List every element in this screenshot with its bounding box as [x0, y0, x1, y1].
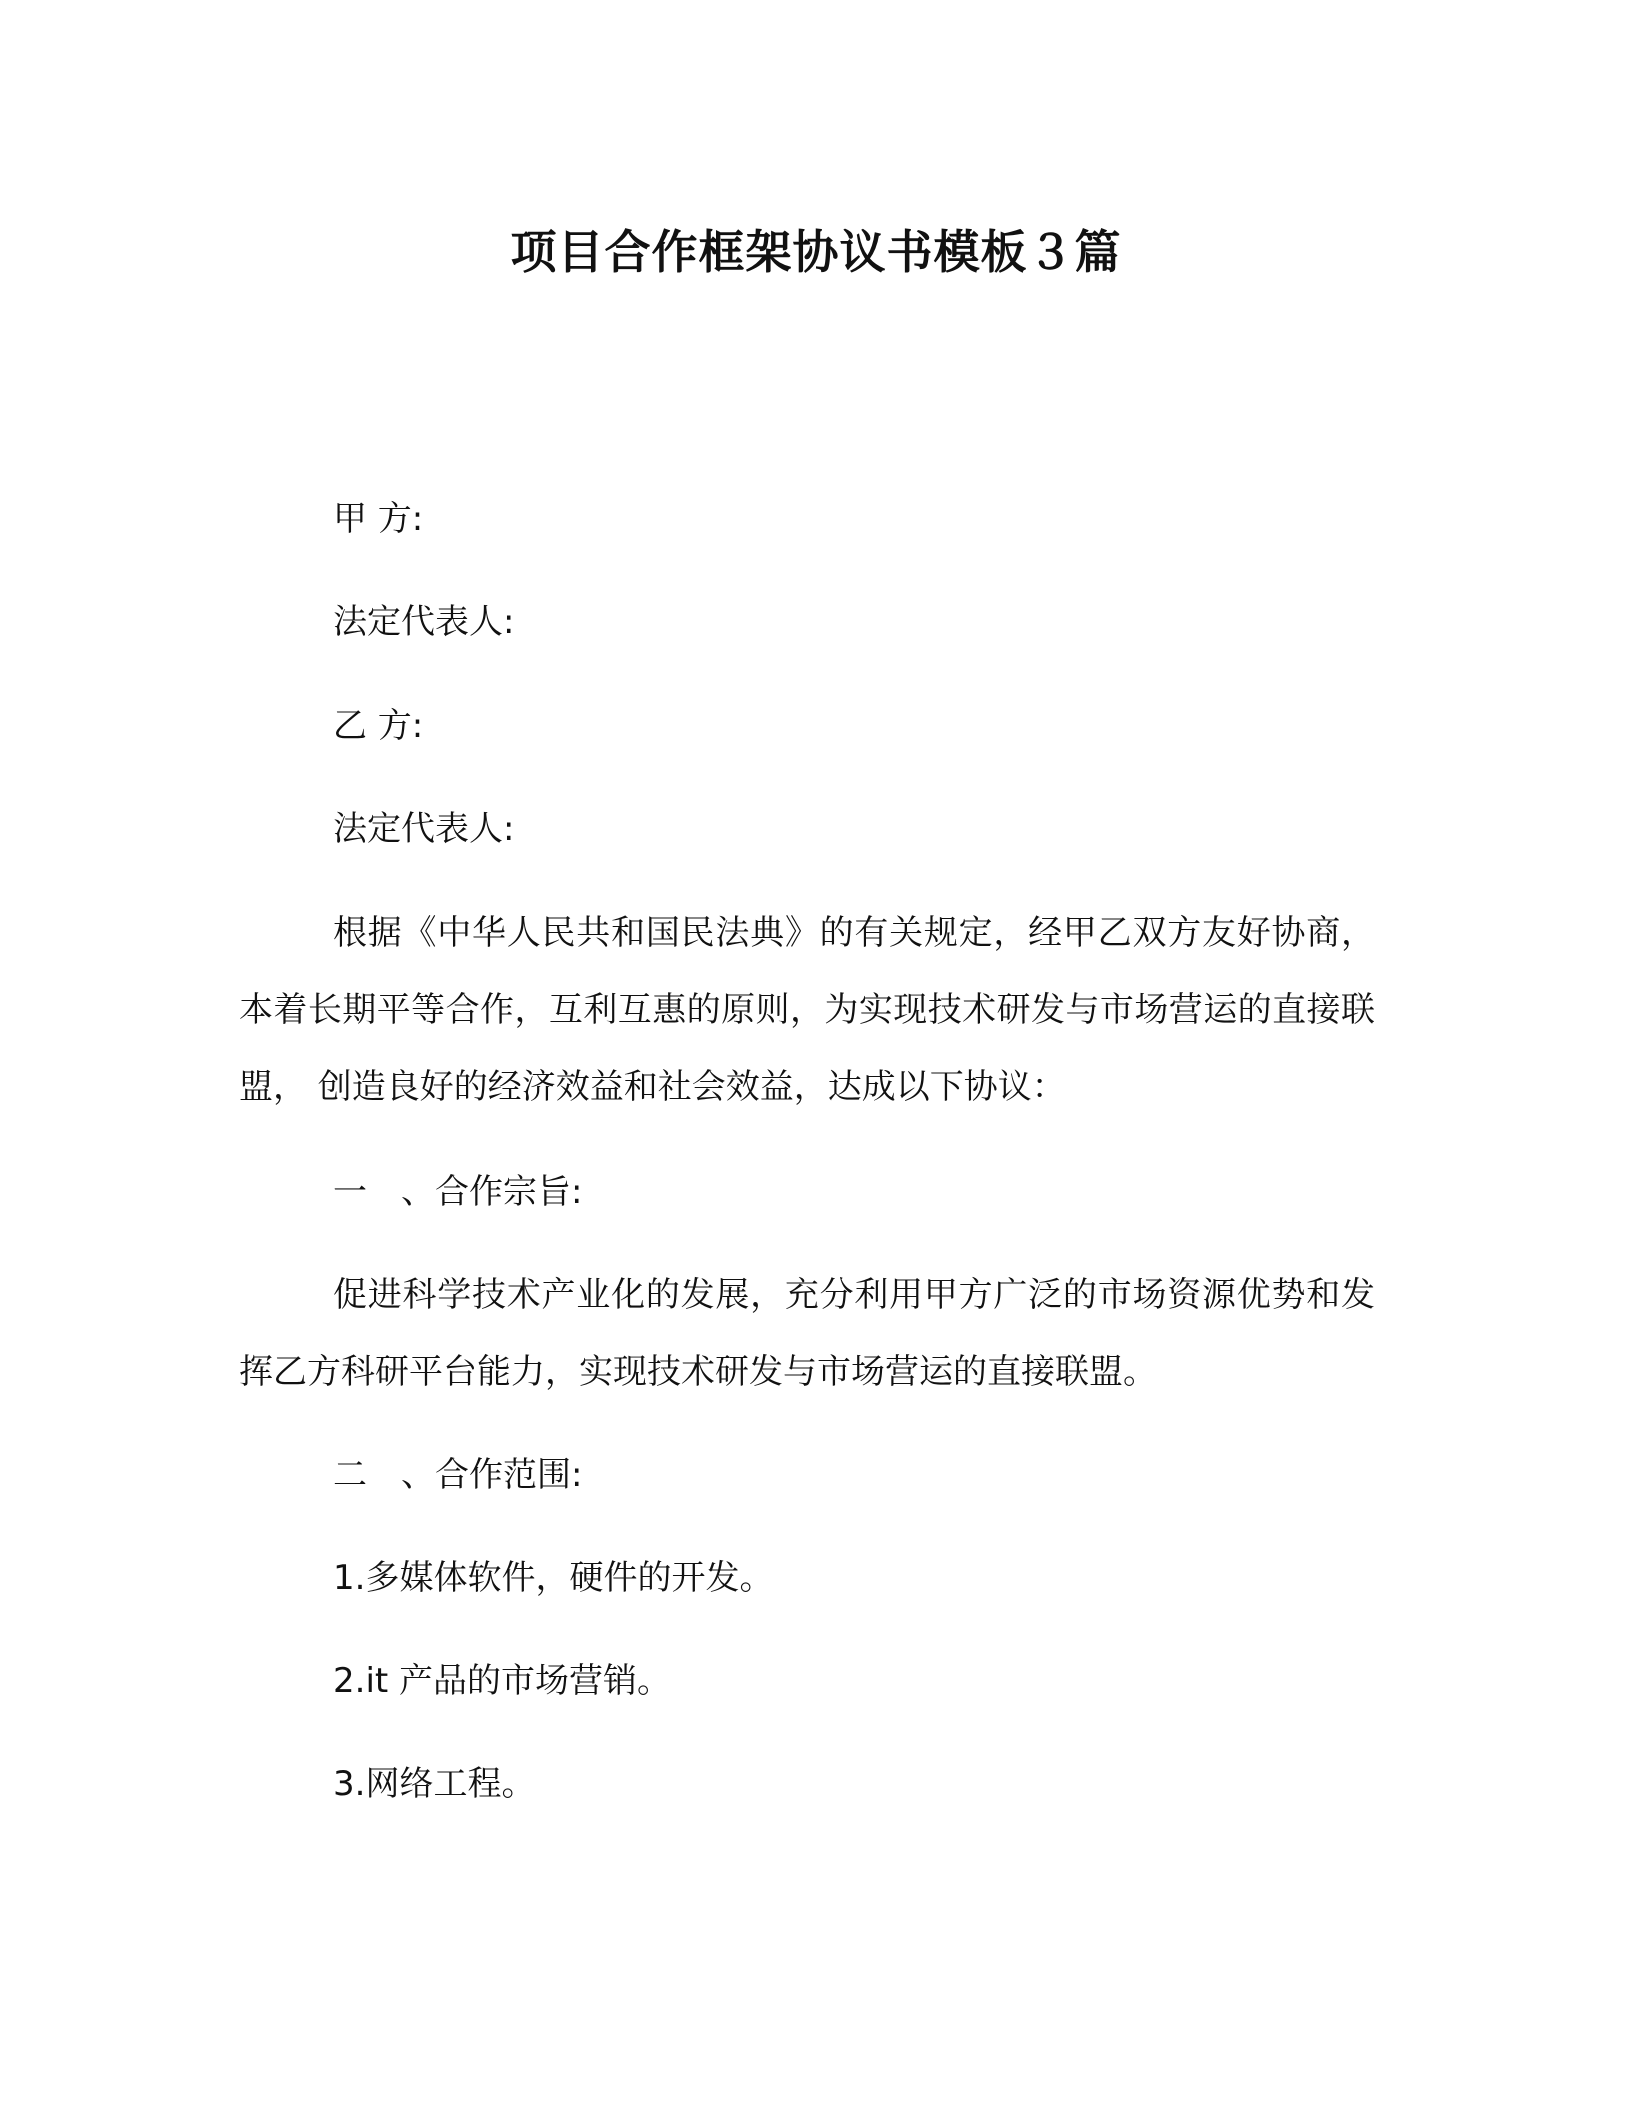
party-a-label: 甲 方: [333, 499, 424, 539]
party-b-label: 乙 方: [333, 706, 424, 746]
section-1-body: 促进科学技术产业化的发展，充分利用甲方广泛的市场资源优势和发挥乙方科研平台能力，实现技术研发与市场营运的直接联盟。 [239, 1275, 1375, 1392]
preamble-paragraph: 根据《中华人民共和国民法典》的有关规定，经甲乙双方友好协商，本着长期平等合作，互利互惠的原则，为实现技术研发与市场营运的直接联盟， 创造良好的经济效益和社会效益，达成以下协议： [239, 913, 1375, 1107]
scope-item: 3.网络工程。 [333, 1764, 536, 1804]
party-a-representative-label: 法定代表人: [333, 602, 515, 642]
scope-item: 1.多媒体软件，硬件的开发。 [333, 1558, 774, 1598]
section-1-heading: 一 、合作宗旨: [333, 1172, 583, 1212]
document-title: 项目合作框架协议书模板３篇 [510, 225, 1122, 279]
section-2-heading: 二 、合作范围: [333, 1455, 583, 1495]
party-b-representative-label: 法定代表人: [333, 809, 515, 849]
scope-item: 2.it 产品的市场营销。 [333, 1661, 672, 1701]
